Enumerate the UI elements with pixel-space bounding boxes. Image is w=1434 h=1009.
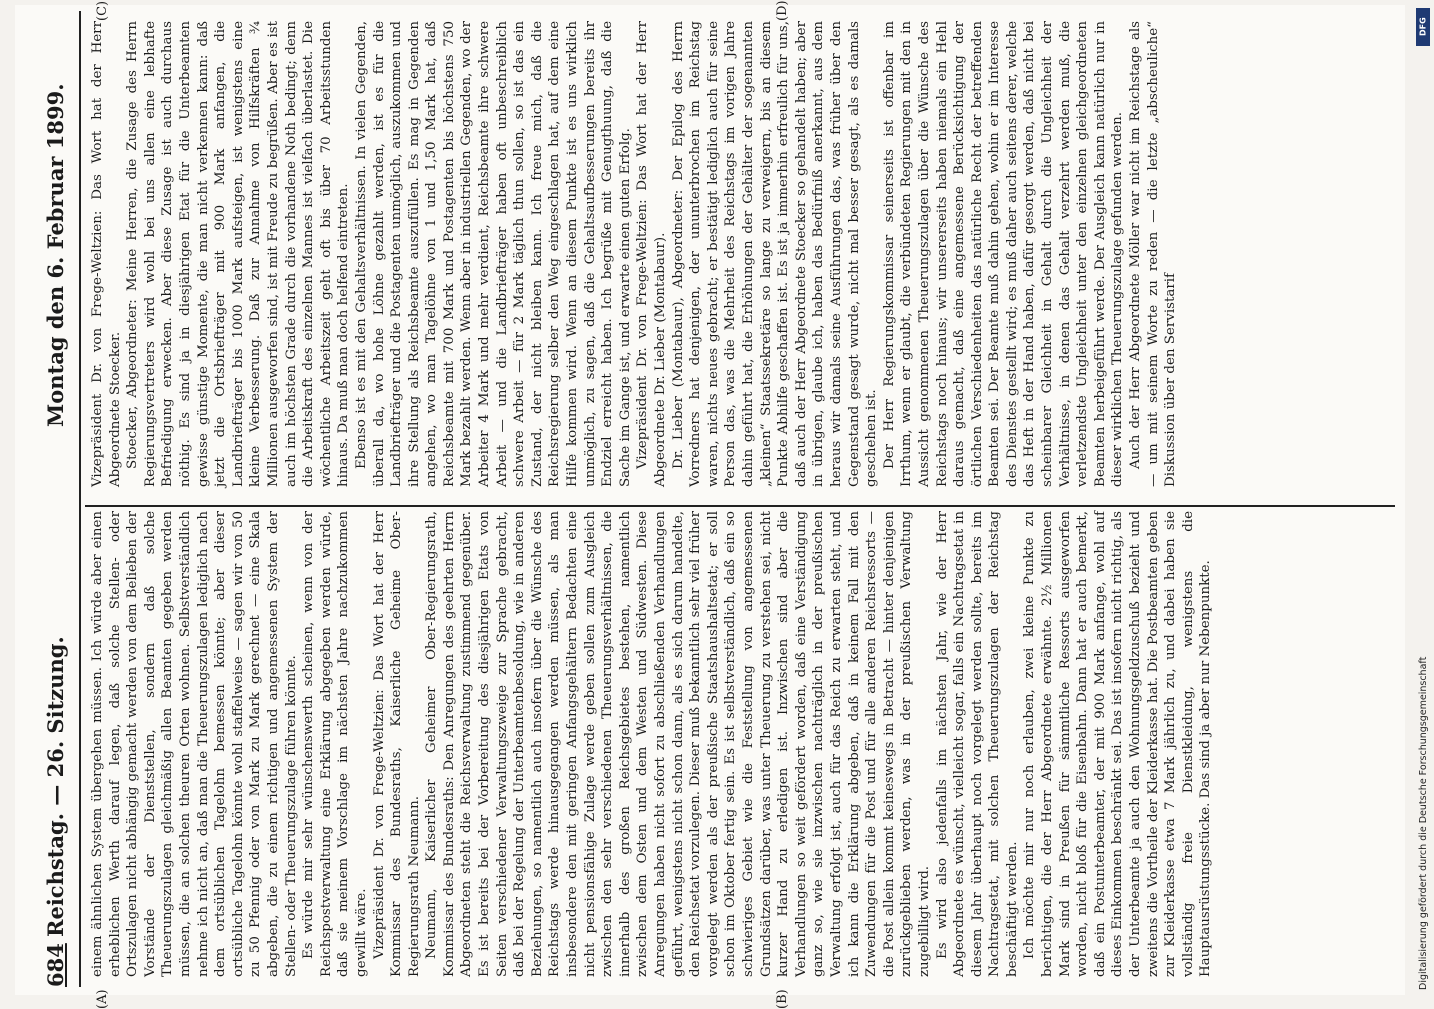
paragraph: Stoecker, Abgeordneter: Meine Herren, die Zusage des Herrn Regierungsvertreters wird wohl bei uns allen eine lebhafte Befriedigung erwecken. Aber diese Zusage ist auch durchaus nöthig. Es sind ja in diesjährigen Etat für die Unterbeamten gewisse günstige Momente, die man nicht verkennen kann: daß jetzt die Ortsbriefträger mit 900 Mark anfangen, die Landbriefträger bis 1000 Mark aufsteigen, ist wenigstens eine kleine Verbesserung. Daß zur Annahme von Hilfskräften ¾ Millionen ausgeworfen sind, ist mit Freude zu begrüßen. Aber es ist auch im höchsten Grade durch die vorhandene Noth bedingt; denn die Arbeitskraft des einzelnen Mannes ist vielfach überlastet. Die wöchentliche Arbeitszeit geht oft bis über 70 Arbeitsstunden hinaus. Da muß man doch helfend eintreten. [125, 21, 352, 487]
paragraph: Ebenso ist es mit den Gehaltsverhältnissen. In vielen Gegenden, überall da, wo hohe Löhne gezahlt werden, ist es für die Landbriefträger und die Postagenten unmöglich, auszukommen und ihre Stellung als Reichsbeamte auszufüllen. Es mag in Gegenden angehen, wo man Tagelöhne von 1 und 1,50 Mark hat, daß Reichsbeamte mit 700 Mark und Postagenten bis höchstens 750 Mark bezahlt werden. Wenn aber in industriellen Gegenden, wo der Arbeiter 4 Mark und mehr verdient, Reichsbeamte ihre schwere Arbeit — und die Landbriefträger haben oft unbeschreiblich schwere Arbeit — für 2 Mark täglich thun sollen, so ist das ein Zustand, der nicht bleiben kann. Ich freue mich, daß die Reichsregierung selber den Weg eingeschlagen hat, auf dem eine Hilfe kommen wird. Wenn an diesem Punkte ist es uns wirklich unmöglich, zu sagen, daß die Gehaltsaufbesserungen bereits ihr Endziel erreicht haben. Ich begrüße mit Genugthuung, daß die Sache im Gange ist, und erwarte einen guten Erfolg. [353, 21, 633, 487]
header-rule [79, 11, 81, 987]
paragraph: Vizepräsident Dr. von Frege-Weltzien: Das Wort hat der Herr Kommissar des Bundesraths, Kaiserliche Geheime Ober-Regierungsrath Neumann. [371, 511, 422, 977]
paragraph: Auch der Herr Abgeordnete Möller war nicht im Reichstage als — um mit seinem Worte zu reden — die letzte „abscheuliche“ Diskussion über den Servistarif [1128, 21, 1179, 487]
paragraph: Es würde mir sehr wünschenswerth scheinen, wenn von der Reichspostverwaltung eine Erklärung abgegeben werden würde, daß sie meinem Vorschlage im nächsten Jahre nachzukommen gewillt wäre. [301, 511, 369, 977]
dfg-logo: DFG [1416, 8, 1430, 46]
paragraph: Vizepräsident Dr. von Frege-Weltzien: Das Wort hat der Herr Abgeordnete Stoecker. [90, 21, 123, 487]
paragraph: Dr. Lieber (Montabaur), Abgeordneter: Der Epilog des Herrn Vorredners hat denjenigen, der ununterbrochen im Reichstag waren, nichts neues gebracht; er bestätigt lediglich auch für seine Person das, was die Mehrheit des Reichstags im vorigen Jahre dahin geführt hat, die Erhöhungen der Gehälter der sogenannten „kleinen“ Staatssekretäre so lange zu verweigern, bis an diesem Punkte Abhilfe geschaffen ist. Es ist ja immerhin erfreulich für uns, daß auch der Herr Abgeordnete Stoecker so gehandelt haben; aber in übrigen, glaube ich, haben das Bedürfniß anerkannt, aus dem heraus wir damals seine Ausführungen das, was früher über den Gegenstand gesagt wurde, nicht mal besser gesagt, als es damals geschehen ist. [670, 21, 880, 487]
paragraph: Neumann, Kaiserlicher Geheimer Ober-Regierungsrath, Kommissar des Bundesraths: Den Anregungen des geehrten Herrn Abgeordneten steht die Reichsverwaltung zustimmend gegenüber. Es ist bereits bei der Vorbereitung des diesjährigen Etats von Seiten verschiedener Verwaltungszweige zur Sprache gebracht, daß bei der Regelung der Unterbeamtenbesoldung, wie in anderen Beziehungen, so namentlich auch insofern über die Wünsche des Reichstags werde hinausgegangen werden müssen, als man insbesondere den mit geringen Anfangsgehältern Bedachten eine nicht pensionsfähige Zulage werde geben sollen zum Ausgleich zwischen den sehr verschiedenen Theuerungsverhältnissen, die innerhalb des großen Reichsgebietes bestehen, namentlich zwischen dem Osten und dem Westen und Südwesten. Diese Anregungen haben nicht sofort zu abschließenden Verhandlungen geführt, wenigstens nicht schon dann, als es sich darum handelte, den Reichsetat vorzulegen. Dieser muß bekanntlich sehr viel früher vorgelegt werden als der preußische Staatshaushaltsetat; er soll schon im Oktober fertig sein. Es ist selbstverständlich, daß ein so schwieriges Gebiet wie die Feststellung von angemessenen Grundsätzen darüber, was unter Theuerung zu verstehen sei, nicht kurzer Hand zu erledigen ist. Inzwischen sind aber die Verhandlungen so weit gefördert worden, daß eine Verständigung ganz so, wie sie inzwischen nachträglich in der preußischen Verwaltung erfolgt ist, auch für das Reich zu erwarten steht, und ich kann die Erklärung abgeben, daß in keinem Fall mit den Zuwendungen für die Post und für alle anderen Reichsressorts — die Post allein kommt keineswegs in Betracht — hinter denjenigen zurückgeblieben werden, was in der preußischen Verwaltung zugebilligt wird. [424, 511, 932, 977]
column-divider [85, 505, 1395, 507]
digitization-credit: Digitalisierung gefördert durch die Deutsche Forschungsgemeinschaft [1418, 656, 1429, 990]
right-column [89, 21, 1180, 487]
page-number: 684 [43, 943, 68, 987]
paragraph: einem ähnlichen System übergehen müssen. Ich würde aber einen erheblichen Werth darauf legen, daß solche Stellen- oder Ortszulagen nicht abhängig gemacht werden von dem Belieben der Vorstände der Dienststellen, sondern daß solche Theuerungszulagen gleichmäßig allen Beamten gegeben werden müssen, die an solchen theuren Orten wohnen. Selbstverständlich nehme ich nicht an, daß man die Theuerungszulagen lediglich nach dem ortsüblichen Tagelohn bemessen könnte; aber dieser ortsübliche Tagelohn könnte wohl staffelweise — sagen wir von 50 zu 50 Pfennig oder von Mark zu Mark gerechnet — eine Skala abgeben, die zu einem richtigen und angemessenen System der Stellen- oder Theuerungszulage führen könnte. [90, 511, 299, 977]
margin-mark-a: (A) [95, 989, 110, 1009]
margin-mark-b: (B) [775, 989, 790, 1009]
paragraph: Ich möchte mir nur noch erlauben, zwei kleine Punkte zu berichtigen, die der Herr Abgeordnete erwähnte. 2½ Millionen Mark sind in Preußen für sämmtliche Ressorts ausgeworfen worden, nicht bloß für die Eisenbahn. Dann hat er auch bemerkt, daß ein Postunterbeamter, der mit 900 Mark anfange, wohl auf dieses Einkommen beschränkt sei. Das ist insofern nicht richtig, als der Unterbeamte ja auch den Wohnungsgeldzuschuß bezieht und zweitens die Vortheile der Kleiderkasse hat. Die Postbeamten geben zur Kleiderkasse etwa 7 Mark jährlich zu, und dabei haben sie vollständig freie Dienstkleidung, wenigstens die Hauptausrüstungsstücke. Das sind ja aber nur Nebenpunkte. [1022, 511, 1214, 977]
paragraph: Es wird also jedenfalls im nächsten Jahr, wie der Herr Abgeordnete es wünscht, vielleicht sogar, falls ein Nachtragsetat in diesem Jahr überhaupt noch vorgelegt werden sollte, bereits im Nachtragsetat, mit solchen Theuerungszulagen der Reichstag beschäftigt werden. [934, 511, 1020, 977]
margin-mark-c: (C) [95, 0, 110, 21]
session-title: Reichstag. — 26. Sitzung. [43, 636, 68, 937]
left-column [89, 511, 1215, 977]
margin-mark-d: (D) [775, 0, 790, 21]
rotated-newspaper-page [15, 0, 1405, 1009]
paragraph: Vizepräsident Dr. von Frege-Weltzien: Das Wort hat der Herr Abgeordnete Dr. Lieber (Montabaur). [635, 21, 668, 487]
page-header [37, 11, 77, 987]
paragraph: Der Herr Regierungskommissar seinerseits ist offenbar im Irrthum, wenn er glaubt, die verbündeten Regierungen mit den in Aussicht genommenen Theuerungszulagen über die Wünsche des Reichstags noch hinaus; wir unsererseits haben niemals ein Hehl daraus gemacht, daß eine angemessene Berücksichtigung der örtlichen Verschiedenheiten das natürliche Recht der betreffenden Beamten sei. Der Beamte muß dahin gehen, wohin er im Interesse des Dienstes gestellt wird; es muß daher auch seitens derer, welche das Heft in der Hand haben, dafür gesorgt werden, daß nicht bei scheinbarer Gleichheit in Gehalt durch die Ungleichheit der Verhältnisse, in denen das Gehalt verzehrt werden muß, die verletzendste Ungleichheit unter den einzelnen gleichgeordneten Beamten herbeigeführt werde. Der Ausgleich kann natürlich nur in dieser wirklichen Theuerungszulage gefunden werden. [881, 21, 1126, 487]
session-date: Montag den 6. Februar 1899. [43, 83, 68, 427]
